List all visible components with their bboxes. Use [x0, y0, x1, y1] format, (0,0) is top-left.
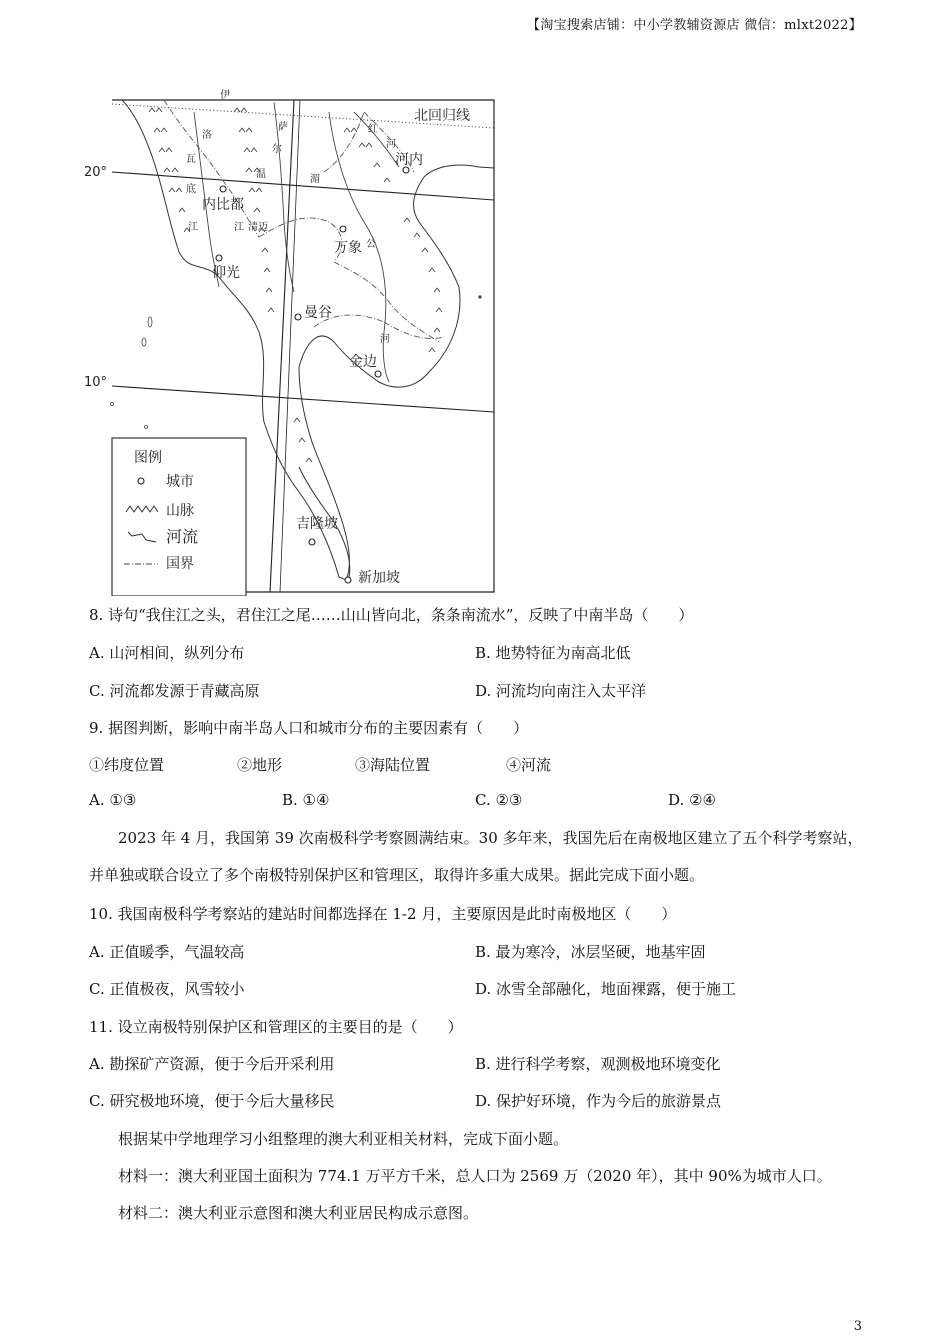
q8-option-a[interactable]: A. 山河相间，纵列分布	[89, 644, 245, 662]
svg-text:湄: 湄	[310, 174, 320, 185]
q9-option-d[interactable]: D. ②④	[668, 791, 716, 809]
q10-stem: 10. 我国南极科学考察站的建站时间都选择在 1-2 月，主要原因是此时南极地区（ ）	[89, 905, 677, 923]
city-hanoi: 河内	[395, 152, 423, 168]
svg-text:河: 河	[380, 334, 390, 345]
map-legend	[112, 438, 246, 596]
q10-option-c[interactable]: C. 正值极夜，风雪较小	[89, 980, 245, 998]
svg-text:萨: 萨	[278, 122, 288, 133]
city-bangkok: 曼谷	[304, 305, 332, 321]
svg-text:河: 河	[386, 139, 396, 150]
q11-option-b[interactable]: B. 进行科学考察，观测极地环境变化	[475, 1055, 721, 1073]
svg-text:尔: 尔	[272, 144, 282, 155]
q9-option-a[interactable]: A. ①③	[89, 791, 137, 809]
svg-text:江: 江	[188, 222, 198, 233]
q9-factor-4: ④河流	[506, 756, 552, 774]
svg-text:洛: 洛	[202, 130, 212, 141]
q8-option-d[interactable]: D. 河流均向南注入太平洋	[475, 682, 647, 700]
city-vientiane: 万象	[334, 240, 362, 256]
q9-option-c[interactable]: C. ②③	[475, 791, 523, 809]
q9-stem: 9. 据图判断，影响中南半岛人口和城市分布的主要因素有（ ）	[89, 719, 529, 737]
lat-10-label: 10°	[84, 375, 108, 390]
q8-option-c[interactable]: C. 河流都发源于青藏高原	[89, 682, 260, 700]
q9-factor-3: ③海陆位置	[355, 756, 431, 774]
page-number: 3	[853, 1319, 862, 1334]
page-header: 【淘宝搜索店铺：中小学教辅资源店 微信：mlxt2022】	[527, 18, 862, 33]
legend-title: 图例	[134, 450, 162, 466]
q11-stem: 11. 设立南极特别保护区和管理区的主要目的是（ ）	[89, 1018, 463, 1036]
q11-option-c[interactable]: C. 研究极地环境，便于今后大量移民	[89, 1092, 335, 1110]
lat-20-label: 20°	[84, 165, 108, 180]
city-naypyidaw: 内比都	[202, 197, 244, 213]
q9-option-b[interactable]: B. ①④	[282, 791, 330, 809]
svg-text:温: 温	[256, 169, 266, 180]
q10-option-b[interactable]: B. 最为寒冷，冰层坚硬，地基牢固	[475, 943, 706, 961]
lat-20-line	[112, 172, 494, 200]
svg-text:伊: 伊	[220, 90, 230, 101]
q8-option-b[interactable]: B. 地势特征为南高北低	[475, 644, 631, 662]
city-singapore: 新加坡	[358, 570, 400, 586]
legend-mountain: 山脉	[166, 503, 194, 519]
svg-text:底: 底	[186, 184, 196, 195]
svg-text:红: 红	[368, 124, 378, 135]
map-svg	[84, 72, 504, 596]
material-two: 材料二：澳大利亚示意图和澳大利亚居民构成示意图。	[118, 1204, 479, 1222]
city-yangon: 仰光	[212, 265, 240, 281]
svg-text:公: 公	[366, 239, 376, 250]
q11-option-a[interactable]: A. 勘探矿产资源，便于今后开采利用	[89, 1055, 335, 1073]
q11-option-d[interactable]: D. 保护好环境，作为今后的旅游景点	[475, 1092, 722, 1110]
australia-intro: 根据某中学地理学习小组整理的澳大利亚相关材料，完成下面小题。	[118, 1130, 569, 1148]
legend-city: 城市	[166, 474, 194, 490]
legend-border: 国界	[166, 556, 194, 572]
antarctic-intro: 2023 年 4 月，我国第 39 次南极科学考察圆满结束。30 多年来，我国先后在南极地区建立了五个科学考察站，并单独或联合设立了多个南极特别保护区和管理区，取得许多重大成果。据此完成下面小题。	[89, 829, 863, 884]
city-kualalumpur: 吉隆坡	[296, 516, 338, 532]
city-phnompenh: 金边	[349, 354, 377, 370]
material-one: 材料一：澳大利亚国土面积为 774.1 万平方千米，总人口为 2569 万（2020 年），其中 90%为城市人口。	[118, 1167, 832, 1185]
q10-option-d[interactable]: D. 冰雪全部融化，地面裸露，便于施工	[475, 980, 737, 998]
svg-text:江: 江	[234, 222, 244, 233]
svg-text:清迈: 清迈	[248, 222, 268, 233]
q10-option-a[interactable]: A. 正值暖季，气温较高	[89, 943, 245, 961]
indochina-map	[84, 72, 504, 596]
svg-text:瓦: 瓦	[186, 154, 196, 165]
q8-stem: 8. 诗句“我住江之头，君住江之尾……山山皆向北，条条南流水”，反映了中南半岛（ ）	[89, 606, 694, 624]
q9-factor-2: ②地形	[237, 756, 283, 774]
legend-river: 河流	[166, 527, 199, 546]
tropic-label: 北回归线	[414, 108, 470, 124]
q9-factor-1: ①纬度位置	[89, 756, 165, 774]
